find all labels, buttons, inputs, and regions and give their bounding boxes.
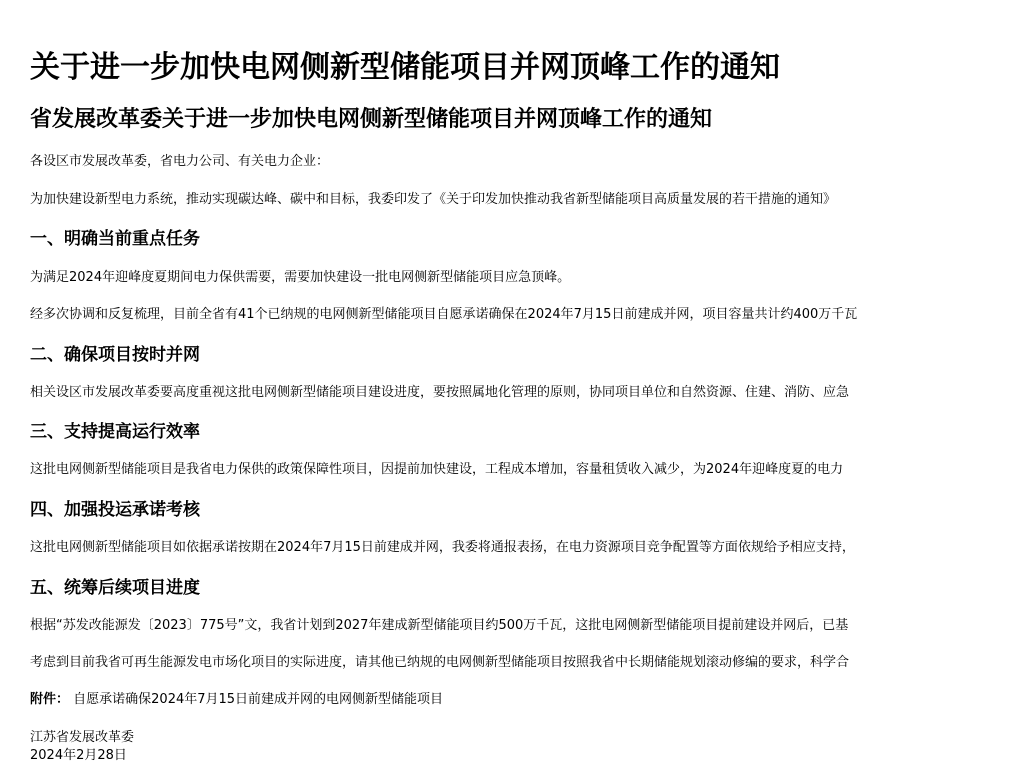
attachment-link[interactable]: 自愿承诺确保2024年7月15日前建成并网的电网侧新型储能项目 [73,692,444,707]
section-paragraph: 经多次协调和反复梳理，目前全省有41个已纳规的电网侧新型储能项目自愿承诺确保在2024年7月15日前建成并网，项目容量共计约400万千瓦 [30,307,858,322]
attachment-line [30,691,443,709]
salutation: 各设区市发展改革委，省电力公司、有关电力企业： [30,154,330,169]
section-heading: 二、确保项目按时并网 [30,345,200,365]
signature-date: 2024年2月28日 [30,748,127,763]
section-paragraph: 这批电网侧新型储能项目如依据承诺按期在2024年7月15日前建成并网，我委将通报表扬，在电力资源项目竞争配置等方面依规给予相应支持， [30,540,855,555]
document-subtitle: 省发展改革委关于进一步加快电网侧新型储能项目并网顶峰工作的通知 [30,107,713,132]
section-paragraph: 这批电网侧新型储能项目是我省电力保供的政策保障性项目，因提前加快建设，工程成本增加，容量租赁收入减少，为2024年迎峰度夏的电力 [30,462,844,477]
section-heading: 五、统筹后续项目进度 [30,578,200,598]
section-heading: 一、明确当前重点任务 [30,229,200,249]
section-paragraph: 考虑到目前我省可再生能源发电市场化项目的实际进度，请其他已纳规的电网侧新型储能项目按照我省中长期储能规划滚动修编的要求，科学合 [30,655,850,670]
intro-paragraph: 为加快建设新型电力系统，推动实现碳达峰、碳中和目标，我委印发了《关于印发加快推动我省新型储能项目高质量发展的若干措施的通知》 [30,192,837,207]
section-paragraph: 相关设区市发展改革委要高度重视这批电网侧新型储能项目建设进度，要按照属地化管理的原则，协同项目单位和自然资源、住建、消防、应急 [30,385,850,400]
section-paragraph: 为满足2024年迎峰度夏期间电力保供需要，需要加快建设一批电网侧新型储能项目应急顶峰。 [30,270,571,285]
page-title: 关于进一步加快电网侧新型储能项目并网顶峰工作的通知 [30,50,780,85]
section-paragraph: 根据“苏发改能源发〔2023〕775号”文，我省计划到2027年建成新型储能项目约500万千瓦，这批电网侧新型储能项目提前建设并网后，已基 [30,618,849,633]
section-heading: 四、加强投运承诺考核 [30,500,200,520]
attachment-label: 附件： [30,692,70,707]
section-heading: 三、支持提高运行效率 [30,422,200,442]
signature-org: 江苏省发展改革委 [30,730,135,745]
